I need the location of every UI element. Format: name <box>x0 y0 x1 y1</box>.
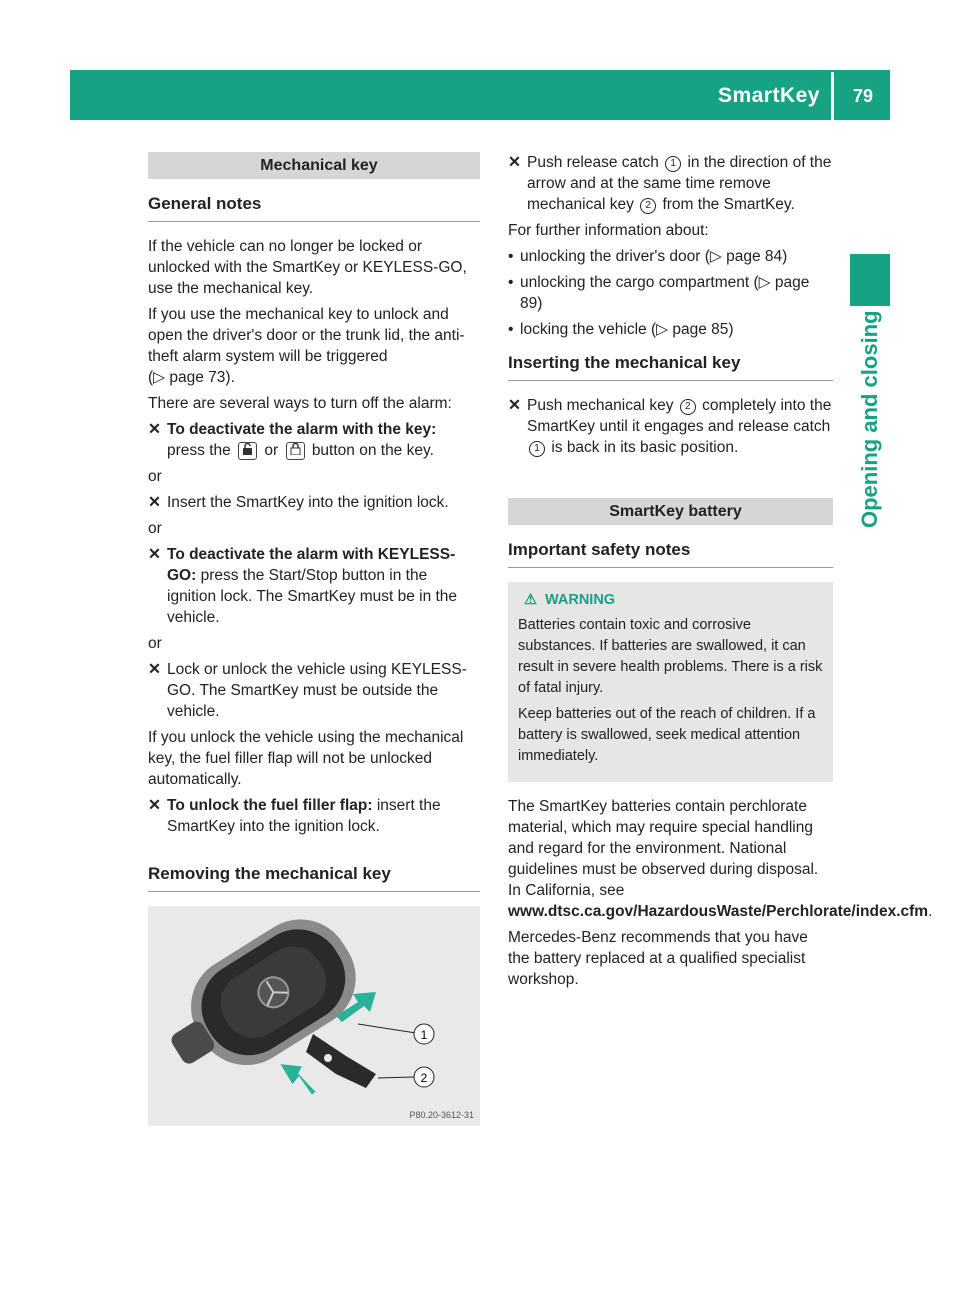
list-item: • locking the vehicle (▷ page 85) <box>508 321 734 338</box>
callout-1-icon: 1 <box>665 156 681 172</box>
side-tab-marker <box>850 254 890 306</box>
smartkey-illustration <box>148 906 480 1126</box>
paragraph: If the vehicle can no longer be locked or unlocked with the SmartKey or KEYLESS-GO, use the mechanical key. <box>148 238 467 297</box>
warning-heading: ⚠ WARNING <box>524 592 616 608</box>
step-marker-icon: ✕ <box>508 154 521 171</box>
instruction-step: ✕ Insert the SmartKey into the ignition lock. <box>148 494 449 511</box>
list-item: • unlocking the driver's door (▷ page 84) <box>508 248 788 265</box>
page-reference-link[interactable]: unlocking the cargo compartment (▷ page 89) <box>520 274 810 312</box>
side-chapter-tab[interactable]: Opening and closing <box>857 310 882 528</box>
subheading-general-notes: General notes <box>148 193 480 222</box>
subheading-removing-mechanical-key: Removing the mechanical key <box>148 863 480 892</box>
or-separator: or <box>148 635 162 652</box>
step-marker-icon: ✕ <box>148 546 161 563</box>
page-reference-link[interactable]: unlocking the driver's door (▷ page 84) <box>520 248 788 265</box>
or-separator: or <box>148 468 162 485</box>
page-number: 79 <box>852 86 874 106</box>
paragraph: Mercedes-Benz recommends that you have the battery replaced at a qualified specialist workshop. <box>508 929 808 988</box>
figure-code: P80.20-3612-31 <box>409 1110 474 1120</box>
step-marker-icon: ✕ <box>148 661 161 678</box>
header-divider <box>831 72 834 120</box>
paragraph: For further information about: <box>508 222 709 239</box>
step-marker-icon: ✕ <box>148 421 161 438</box>
warning-box <box>508 582 833 782</box>
list-item: • unlocking the cargo compartment (▷ page 89) <box>508 274 810 312</box>
warning-text: Batteries contain toxic and corrosive substances. If batteries are swallowed, it can result in severe health problems. There is a risk of fatal injury. <box>518 617 823 696</box>
instruction-step: ✕ Lock or unlock the vehicle using KEYLESS-GO. The SmartKey must be outside the vehicle. <box>148 661 467 720</box>
callout-2: 2 <box>420 1071 428 1085</box>
paragraph: The SmartKey batteries contain perchlorate material, which may require special handling and regard for the environment. National guidelines must be observed during disposal. In California, see www.dtsc.ca.gov/HazardousWaste/Perchlorate/index.cfm. <box>508 798 933 920</box>
instruction-step: ✕ To deactivate the alarm with the key: press the or button on the key. <box>148 421 437 459</box>
website-link[interactable]: www.dtsc.ca.gov/HazardousWaste/Perchlorate/index.cfm <box>508 903 929 920</box>
paragraph: There are several ways to turn off the alarm: <box>148 395 452 412</box>
subheading-inserting-mechanical-key: Inserting the mechanical key <box>508 352 833 381</box>
step-marker-icon: ✕ <box>148 494 161 511</box>
callout-1-icon: 1 <box>529 441 545 457</box>
subheading-important-safety-notes: Important safety notes <box>508 539 833 568</box>
left-column <box>148 152 480 1126</box>
instruction-step: ✕ Push mechanical key 2 completely into the SmartKey until it engages and release catch 1 is back in its basic position. <box>508 397 832 456</box>
instruction-step: ✕ To unlock the fuel filler flap: insert the SmartKey into the ignition lock. <box>148 797 441 835</box>
unlock-icon <box>238 442 257 460</box>
callout-2-icon: 2 <box>640 198 656 214</box>
header-title: SmartKey <box>717 84 820 107</box>
section-heading-mechanical-key: Mechanical key <box>148 152 480 179</box>
callout-1: 1 <box>420 1028 428 1042</box>
step-marker-icon: ✕ <box>148 797 161 814</box>
lock-icon <box>286 442 305 460</box>
paragraph: If you use the mechanical key to unlock and open the driver's door or the trunk lid, the anti-theft alarm system will be triggered (▷ page 73). <box>148 306 465 386</box>
paragraph: If you unlock the vehicle using the mechanical key, the fuel filler flap will not be unlocked automatically. <box>148 729 464 788</box>
step-marker-icon: ✕ <box>508 397 521 414</box>
or-separator: or <box>148 520 162 537</box>
page-reference-link[interactable]: locking the vehicle (▷ page 85) <box>520 321 734 338</box>
callout-2-icon: 2 <box>680 399 696 415</box>
instruction-step: ✕ To deactivate the alarm with KEYLESS-GO: press the Start/Stop button in the ignition lock. The SmartKey must be in the vehicle. <box>148 546 458 626</box>
warning-triangle-icon: ⚠ <box>524 592 537 608</box>
warning-text: Keep batteries out of the reach of children. If a battery is swallowed, seek medical attention immediately. <box>518 706 816 764</box>
page-reference-link[interactable]: (▷ page 73). <box>148 369 235 386</box>
section-heading-smartkey-battery: SmartKey battery <box>508 498 833 525</box>
instruction-step: ✕ Push release catch 1 in the direction of the arrow and at the same time remove mechanical key 2 from the SmartKey. <box>508 154 832 213</box>
